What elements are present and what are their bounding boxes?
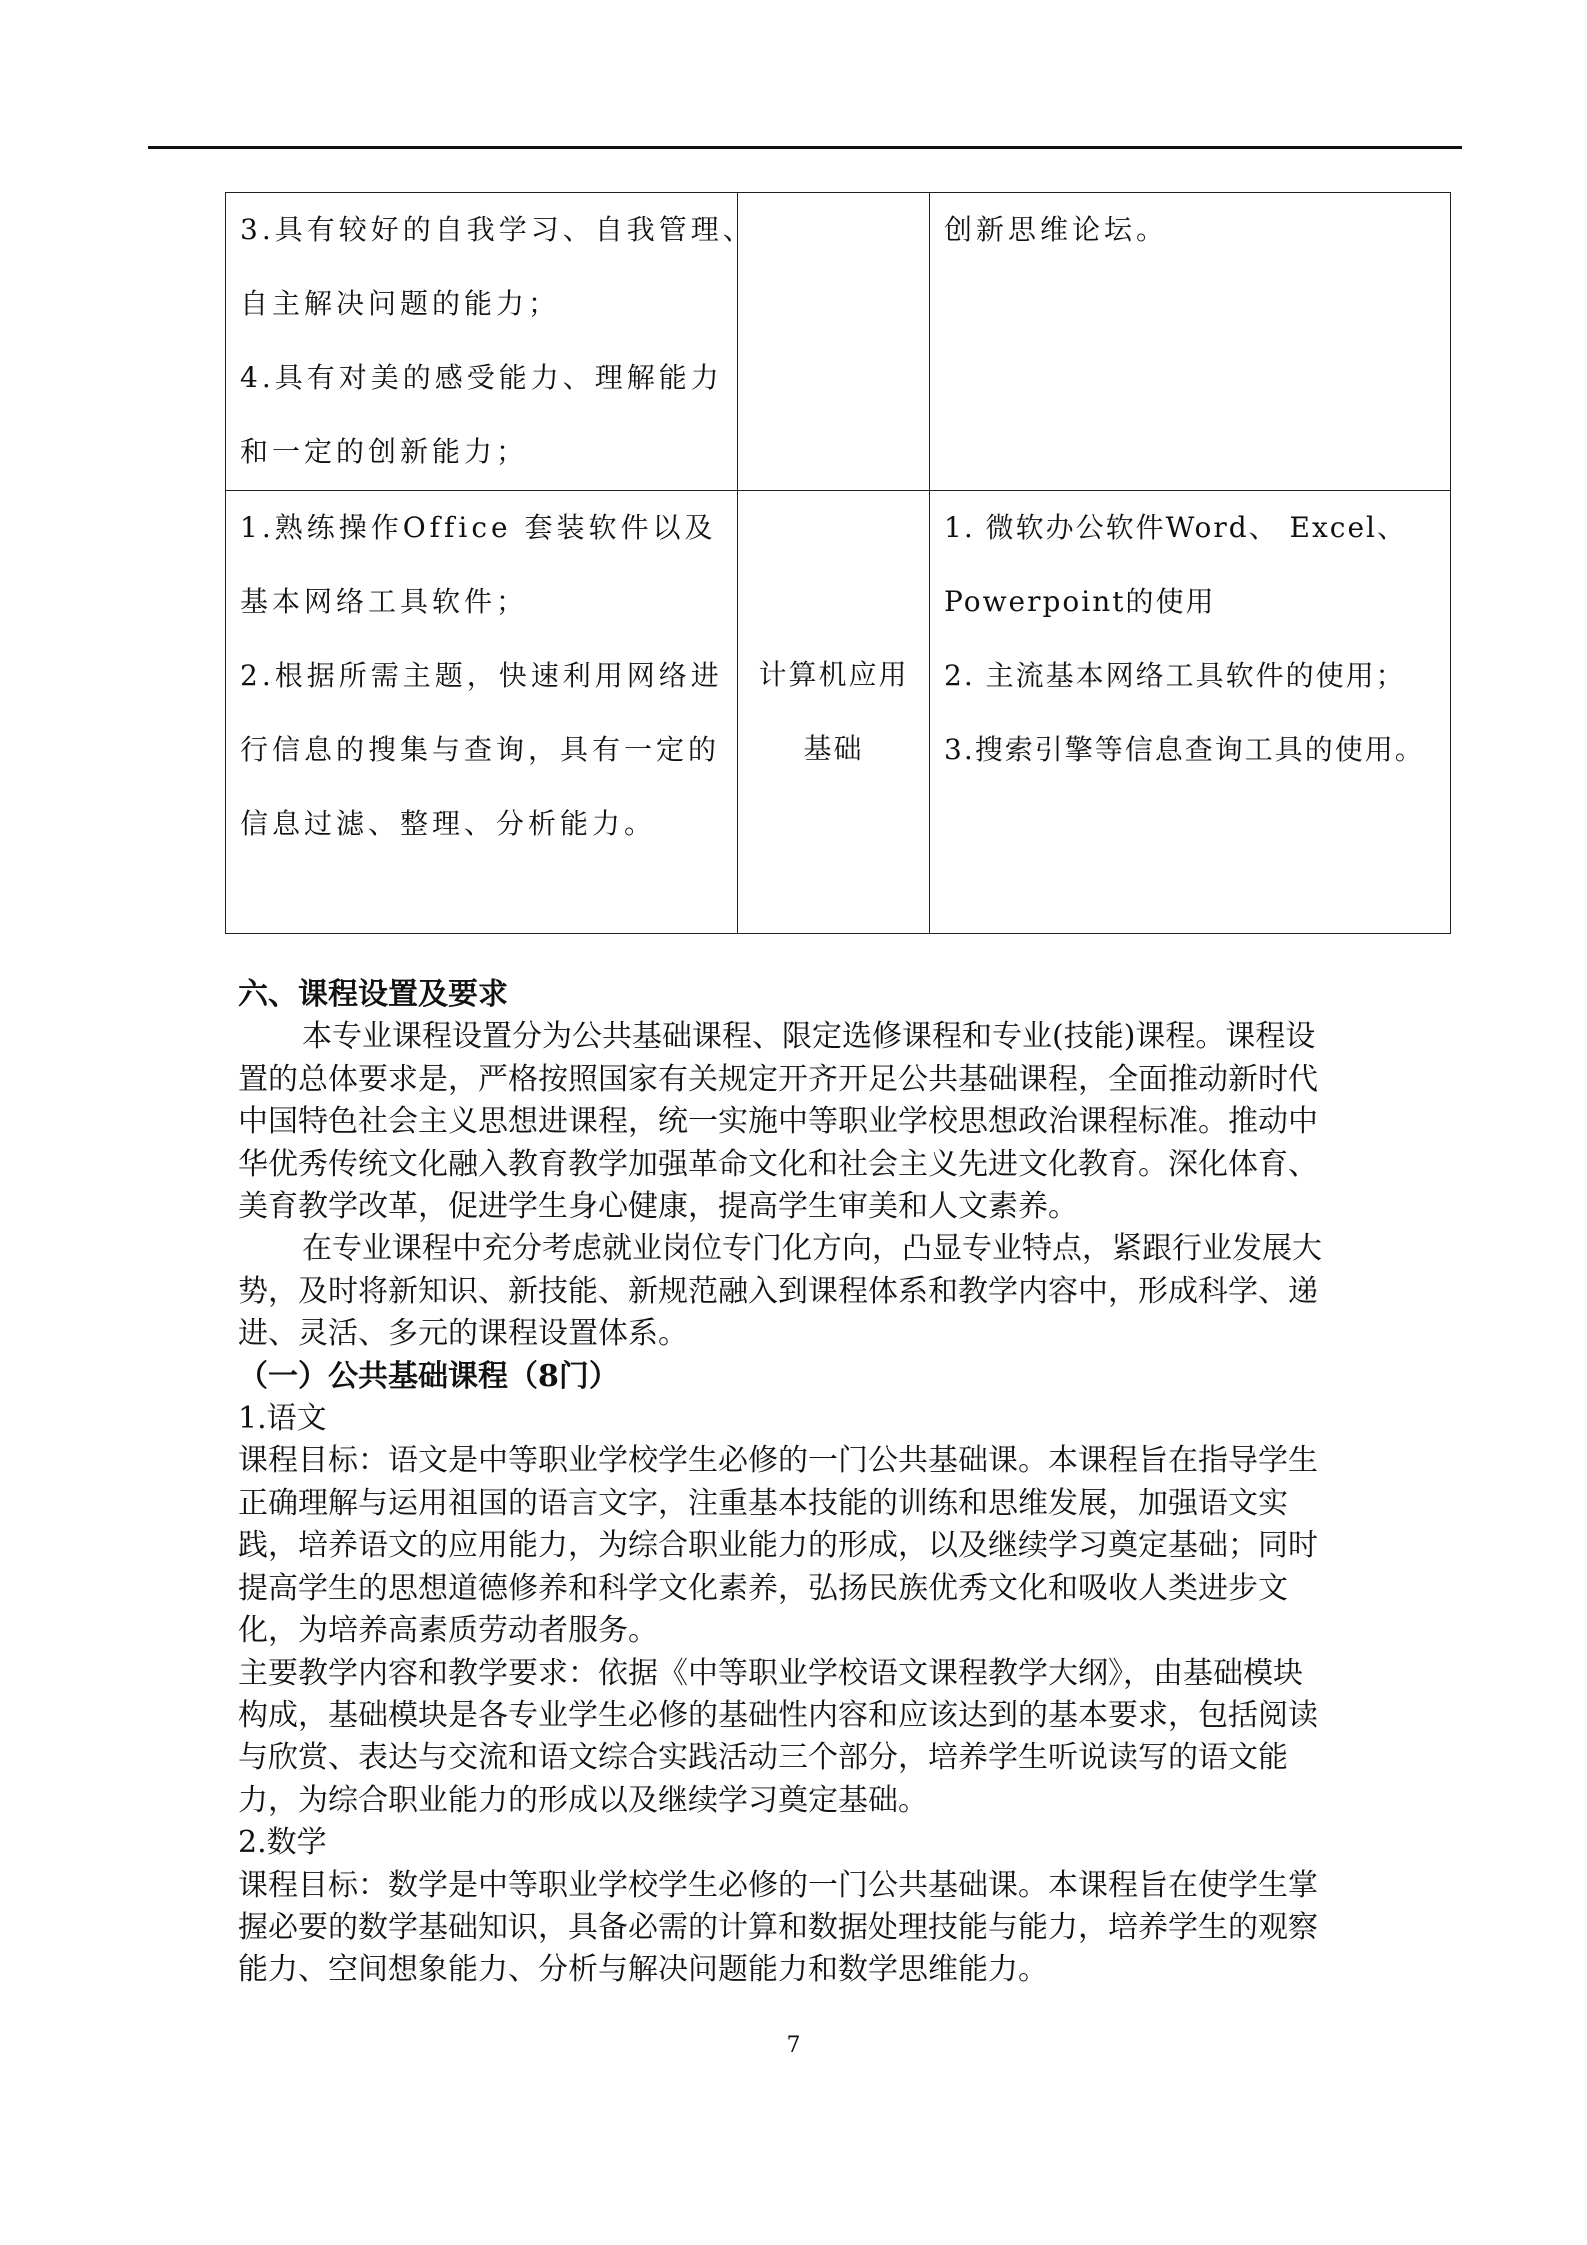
- course-title: 1.语文: [238, 1401, 327, 1437]
- ability-line: 基本网络工具软件；: [240, 585, 529, 618]
- ability-line: 3.具有较好的自我学习、自我管理、: [240, 213, 755, 246]
- content-line: 2. 主流基本网络工具软件的使用；: [944, 659, 1406, 692]
- course-line: 基础: [803, 732, 864, 765]
- header-rule: [148, 146, 1462, 149]
- content-line: 创新思维论坛。: [944, 213, 1169, 246]
- paragraph: 在专业课程中充分考虑就业岗位专门化方向，凸显专业特点，紧跟行业发展大势，及时将新知识、新技能、新规范融入到课程体系和教学内容中，形成科学、递进、灵活、多元的课程设置体系。: [238, 1231, 1322, 1352]
- document-body: [238, 974, 1328, 1992]
- subsection-heading: （一）公共基础课程（8门）: [238, 1358, 619, 1394]
- ability-line: 自主解决问题的能力；: [240, 287, 561, 320]
- content-line: 3.搜索引擎等信息查询工具的使用。: [944, 733, 1425, 766]
- course-title: 2.数学: [238, 1825, 327, 1861]
- ability-cell: [226, 491, 738, 934]
- section-heading: 六、课程设置及要求: [238, 977, 508, 1012]
- table-row: [226, 491, 1451, 934]
- content-cell: [930, 193, 1451, 491]
- course-cell: [738, 491, 930, 934]
- ability-line: 2.根据所需主题，快速利用网络进: [240, 659, 723, 692]
- paragraph: 本专业课程设置分为公共基础课程、限定选修课程和专业(技能)课程。课程设置的总体要求是，严格按照国家有关规定开齐开足公共基础课程，全面推动新时代中国特色社会主义思想进课程，统一实施中等职业学校思想政治课程标准。推动中华优秀传统文化融入教育教学加强革命文化和社会主义先进文化教育。深化体育、美育教学改革，促进学生身心健康，提高学生审美和人文素养。: [238, 1019, 1318, 1225]
- ability-line: 1.熟练操作Office 套装软件以及: [240, 511, 717, 544]
- ability-line: 4.具有对美的感受能力、理解能力: [240, 361, 723, 394]
- ability-cell: [226, 193, 755, 491]
- ability-course-table: [225, 192, 1451, 934]
- content-line: Powerpoint的使用: [944, 585, 1216, 618]
- page-number: 7: [786, 2033, 801, 2058]
- course-cell: [738, 193, 930, 491]
- content-line: 1. 微软办公软件Word、 Excel、: [944, 511, 1407, 544]
- course-goal: 课程目标：数学是中等职业学校学生必修的一门公共基础课。本课程旨在使学生掌握必要的数学基础知识，具备必需的计算和数据处理技能与能力，培养学生的观察能力、空间想象能力、分析与解决问题能力和数学思维能力。: [238, 1867, 1318, 1988]
- content-cell: [930, 491, 1451, 934]
- course-line: 计算机应用: [758, 658, 909, 691]
- course-goal: 课程目标：语文是中等职业学校学生必修的一门公共基础课。本课程旨在指导学生正确理解与运用祖国的语言文字，注重基本技能的训练和思维发展，加强语文实践，培养语文的应用能力，为综合职业能力的形成，以及继续学习奠定基础；同时提高学生的思想道德修养和科学文化素养，弘扬民族优秀文化和吸收人类进步文化，为培养高素质劳动者服务。: [238, 1443, 1318, 1649]
- table-row: [226, 193, 1451, 491]
- ability-line: 行信息的搜集与查询，具有一定的: [240, 733, 721, 766]
- ability-line: 信息过滤、整理、分析能力。: [240, 807, 657, 840]
- ability-line: 和一定的创新能力；: [240, 435, 529, 468]
- course-content: 主要教学内容和教学要求：依据《中等职业学校语文课程教学大纲》，由基础模块构成，基础模块是各专业学生必修的基础性内容和应该达到的基本要求，包括阅读与欣赏、表达与交流和语文综合实践活动三个部分，培养学生听说读写的语文能力，为综合职业能力的形成以及继续学习奠定基础。: [238, 1655, 1318, 1818]
